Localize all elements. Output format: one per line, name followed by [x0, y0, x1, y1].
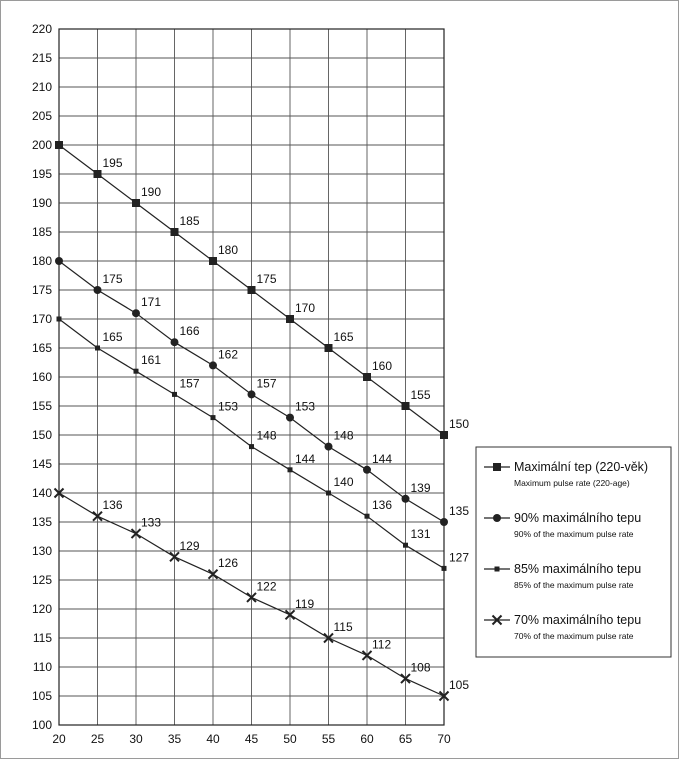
data-label: 148: [333, 428, 354, 443]
legend-sublabel: 85% of the maximum pulse rate: [514, 580, 634, 590]
data-point: [55, 141, 63, 149]
data-point: [402, 495, 410, 503]
data-label: 150: [449, 417, 470, 431]
data-point: [94, 286, 102, 294]
data-label: 162: [218, 347, 239, 362]
data-point: [132, 309, 140, 317]
data-point: [286, 414, 294, 422]
data-label: 165: [333, 330, 354, 344]
data-point: [211, 415, 216, 420]
data-point: [440, 431, 448, 439]
data-label: 165: [102, 330, 123, 344]
x-tick-label: 45: [244, 732, 259, 746]
data-label: 175: [256, 272, 277, 286]
y-tick-label: 200: [31, 138, 52, 152]
y-tick-label: 195: [31, 167, 52, 181]
x-tick-label: 20: [52, 732, 66, 746]
x-tick-label: 70: [437, 732, 451, 746]
data-point: [134, 369, 139, 374]
data-point: [325, 344, 333, 352]
y-tick-label: 155: [31, 399, 52, 413]
data-label: 148: [256, 428, 277, 443]
data-label: 129: [179, 538, 200, 553]
legend: [476, 447, 671, 657]
y-tick-label: 150: [31, 428, 52, 442]
y-tick-label: 165: [31, 341, 52, 355]
legend-sublabel: Maximum pulse rate (220-age): [514, 478, 630, 488]
data-point: [365, 514, 370, 519]
data-label: 144: [372, 451, 393, 466]
data-label: 166: [179, 324, 200, 339]
series-3: [57, 317, 470, 571]
legend-marker: [495, 567, 500, 572]
y-tick-label: 210: [31, 80, 52, 94]
data-label: 140: [333, 475, 354, 489]
data-point: [172, 392, 177, 397]
x-tick-label: 60: [360, 732, 374, 746]
data-label: 133: [141, 515, 162, 530]
data-label: 135: [449, 504, 470, 518]
data-point: [171, 228, 179, 236]
data-label: 195: [102, 156, 123, 170]
data-point: [403, 543, 408, 548]
data-label: 161: [141, 353, 162, 368]
legend-sublabel: 70% of the maximum pulse rate: [514, 631, 634, 641]
data-label: 171: [141, 295, 162, 310]
y-tick-label: 160: [31, 370, 52, 384]
chart-grid: [59, 29, 444, 725]
data-point: [288, 467, 293, 472]
data-label: 155: [410, 388, 431, 402]
y-tick-label: 130: [31, 544, 52, 558]
data-label: 126: [218, 556, 239, 571]
x-tick-label: 35: [167, 732, 182, 746]
data-label: 112: [372, 637, 392, 652]
data-point: [325, 443, 333, 451]
legend-label: 85% maximálního tepu: [514, 562, 642, 576]
y-tick-label: 145: [31, 457, 52, 471]
legend-marker: [493, 463, 501, 471]
x-tick-label: 50: [283, 732, 297, 746]
data-label: 108: [410, 660, 431, 675]
y-tick-label: 100: [31, 718, 52, 732]
data-label: 157: [256, 376, 277, 391]
data-point: [248, 286, 256, 294]
series-layer: [55, 141, 470, 701]
legend-label: 90% maximálního tepu: [514, 511, 642, 525]
data-label: 153: [218, 399, 239, 414]
data-label: 127: [449, 550, 470, 565]
data-point: [57, 317, 62, 322]
data-label: 119: [295, 596, 315, 611]
y-tick-label: 190: [31, 196, 52, 210]
y-tick-label: 125: [31, 573, 52, 587]
data-label: 122: [256, 579, 277, 594]
y-tick-label: 180: [31, 254, 52, 268]
data-label: 157: [179, 376, 200, 391]
series-4: [55, 489, 470, 701]
y-tick-label: 140: [31, 486, 52, 500]
legend-label: 70% maximálního tepu: [514, 613, 642, 627]
y-tick-label: 205: [31, 109, 52, 123]
x-tick-label: 25: [90, 732, 105, 746]
y-tick-label: 175: [31, 283, 52, 297]
data-point: [326, 491, 331, 496]
data-label: 115: [333, 620, 353, 634]
data-point: [442, 566, 447, 571]
x-tick-label: 40: [206, 732, 220, 746]
data-label: 136: [102, 498, 123, 513]
data-point: [363, 466, 371, 474]
data-label: 131: [410, 527, 431, 542]
data-label: 190: [141, 185, 162, 199]
data-label: 105: [449, 678, 470, 692]
data-label: 175: [102, 272, 123, 286]
data-point: [249, 444, 254, 449]
y-tick-label: 220: [31, 22, 52, 36]
y-tick-label: 135: [31, 515, 52, 529]
data-label: 160: [372, 359, 393, 373]
data-label: 136: [372, 498, 393, 513]
data-point: [440, 518, 448, 526]
legend-label: Maximální tep (220-věk): [514, 460, 649, 474]
data-point: [132, 199, 140, 207]
data-point: [95, 346, 100, 351]
x-tick-label: 30: [129, 732, 143, 746]
y-tick-label: 120: [31, 602, 52, 616]
data-point: [363, 373, 371, 381]
y-tick-label: 215: [31, 51, 52, 65]
legend-marker: [493, 514, 501, 522]
y-tick-label: 185: [31, 225, 52, 239]
y-tick-label: 170: [31, 312, 52, 326]
data-point: [171, 338, 179, 346]
y-tick-label: 110: [32, 660, 52, 674]
y-tick-label: 105: [31, 689, 52, 703]
data-point: [94, 170, 102, 178]
data-label: 144: [295, 451, 316, 466]
data-label: 170: [295, 301, 316, 315]
data-point: [248, 390, 256, 398]
pulse-rate-chart: [1, 1, 678, 758]
data-point: [55, 257, 63, 265]
data-point: [286, 315, 294, 323]
x-tick-label: 65: [398, 732, 413, 746]
x-tick-label: 55: [321, 732, 336, 746]
data-label: 139: [410, 480, 431, 495]
data-point: [209, 361, 217, 369]
data-point: [402, 402, 410, 410]
data-label: 185: [179, 214, 200, 228]
data-label: 180: [218, 243, 239, 257]
legend-sublabel: 90% of the maximum pulse rate: [514, 529, 634, 539]
data-point: [209, 257, 217, 265]
y-tick-label: 115: [32, 631, 52, 645]
data-label: 153: [295, 399, 316, 414]
